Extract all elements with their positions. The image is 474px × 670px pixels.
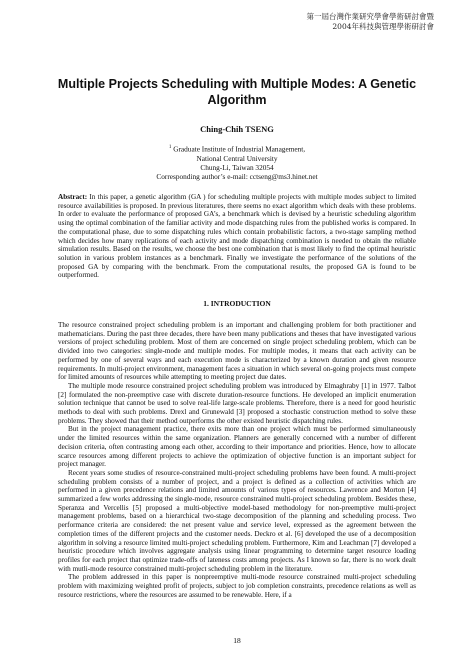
abstract [58, 193, 416, 280]
conference-header [307, 12, 435, 32]
affiliation-block [40, 143, 434, 181]
affiliation-line-2: National Central University [196, 153, 278, 163]
paragraph-3: But in the project management practice, there exits more than one project which must be performed simultaneously under the limited resources within the same organization. Planners are generally concerned with a number of different decision criteria, often contrasting among each other, according to their importance and priorities. Hence, how to allocate scarce resources among different projects to achieve the optimization of objective function is an important subject for project manager. [58, 425, 416, 469]
conference-header-line-1: 第一屆台灣作業研究學會學術研討會暨 [306, 12, 434, 21]
author-name: Ching-Chih TSENG [200, 124, 274, 134]
body-text [58, 321, 416, 600]
corresponding-email: Corresponding author’s e-mail: cctseng@ms3.hinet.net [156, 172, 318, 182]
affiliation-line-3: Chung-Li, Taiwan 32054 [200, 162, 274, 172]
paper-title: Multiple Projects Scheduling with Multiple Modes: A Genetic Algorithm [57, 77, 417, 107]
paragraph-5: The problem addressed in this paper is nonpreemptive multi-mode resource constrained multi-project scheduling problem with maximizing weighted profit of projects, subject to job completion constraints, precedence relations as well as resource restrictions, where the resources are assumed to be renewable. Here, if a [58, 573, 416, 599]
conference-header-line-2: 2004年科技與管理學術研討會 [332, 22, 434, 31]
page-number: 18 [233, 636, 241, 645]
paragraph-2: The multiple mode resource constrained project scheduling problem was introduced by Elmaghraby [1] in 1977. Talbot [2] formulated the non-preemptive case with discrete duration-resource functions. He developed an implicit enumeration solution technique that cannot be used to solve real-life large-scale problems. Therefore, there is a need for good heuristic methods to deal with such problems. Drexl and Grunewald [3] proposed a stochastic construction method to solve these problems. They showed that their method outperforms the other existed heuristic dispatching rules. [58, 381, 416, 425]
abstract-text: In this paper, a genetic algorithm (GA ) for scheduling multiple projects with multiple modes subject to limited resource availabilities is proposed. In previous literatures, there seems no exact algorithm which deals with these problems. In order to evaluate the performance of proposed GA’s, a benchmark which is devised by a heuristic scheduling algorithm using the optimal combination of the familiar activity and mode dispatching rules from the published works is compared. In the computational phase, due to some dispatching rules which contain probabilistic factors, a two-stage sampling method which decides how many replications of each activity and mode dispatching combination is needed to obtain the reliable simulation results. Based on the results, we choose the best one combination that is most likely to find the optimal heuristic solution in various problem instances as a benchmark. Finally we investigate the performance of the solutions of the proposed GA by comparing with the benchmark. From the computational results, the proposed GA is found to be outperformed. [58, 193, 416, 280]
abstract-label: Abstract: [58, 193, 88, 201]
affiliation-marker: 1 [168, 145, 172, 150]
affiliation-line-1: Graduate Institute of Industrial Management, [173, 144, 306, 154]
section-heading: 1. INTRODUCTION [203, 299, 271, 308]
paragraph-1: The resource constrained project scheduling problem is an important and challenging problem for both practitioner and mathematicians. During the past three decades, there have been many publications and theses that have investigated various versions of project scheduling problem. Most of them are concerned on single project scheduling problem, which can be divided into two categories: single-mode and multiple modes. For multiple modes, it means that each activity can be performed by one of several ways and each execution mode is characterized by a known duration and given resource requirements. In multi-project environment, management faces a situation in which several on-going projects must compete for limited amounts of resources while attempting to meeting project due dates. [58, 321, 416, 382]
paragraph-4: Recent years some studies of resource-constrained multi-project scheduling problems have been found. A multi-project scheduling problem consists of a number of project, and a project is defined as a collection of activities which are performed in a given precedence relations and limited amounts of various types of resources. Lawrence and Morton [4] summarized a few works addressing the single-mode, resource constrained multi-project scheduling problem. Besides these, Speranza and Vercellis [5] proposed a multi-objective model-based methodology for non-preemptive multi-project management problems, based on a hierarchical two-stage decomposition of the planning and scheduling process. Two performance criteria are considered: the net present value and service level, expressed as the agreement between the completion times of the different projects and the customer needs. Deckro et al. [6] developed the use of a decomposition algorithm in solving a resource limited multi-project scheduling problem. Furthermore, Kim and Leachman [7] developed a heuristic procedure which involves aggregate analysis using linear programming to determine target resource loading profiles for each project that optimize trade-offs of lateness costs among projects. As I known so far, there is no work dealt with mutli-mode resource constrained multi-project scheduling problem in the literature. [58, 468, 416, 573]
